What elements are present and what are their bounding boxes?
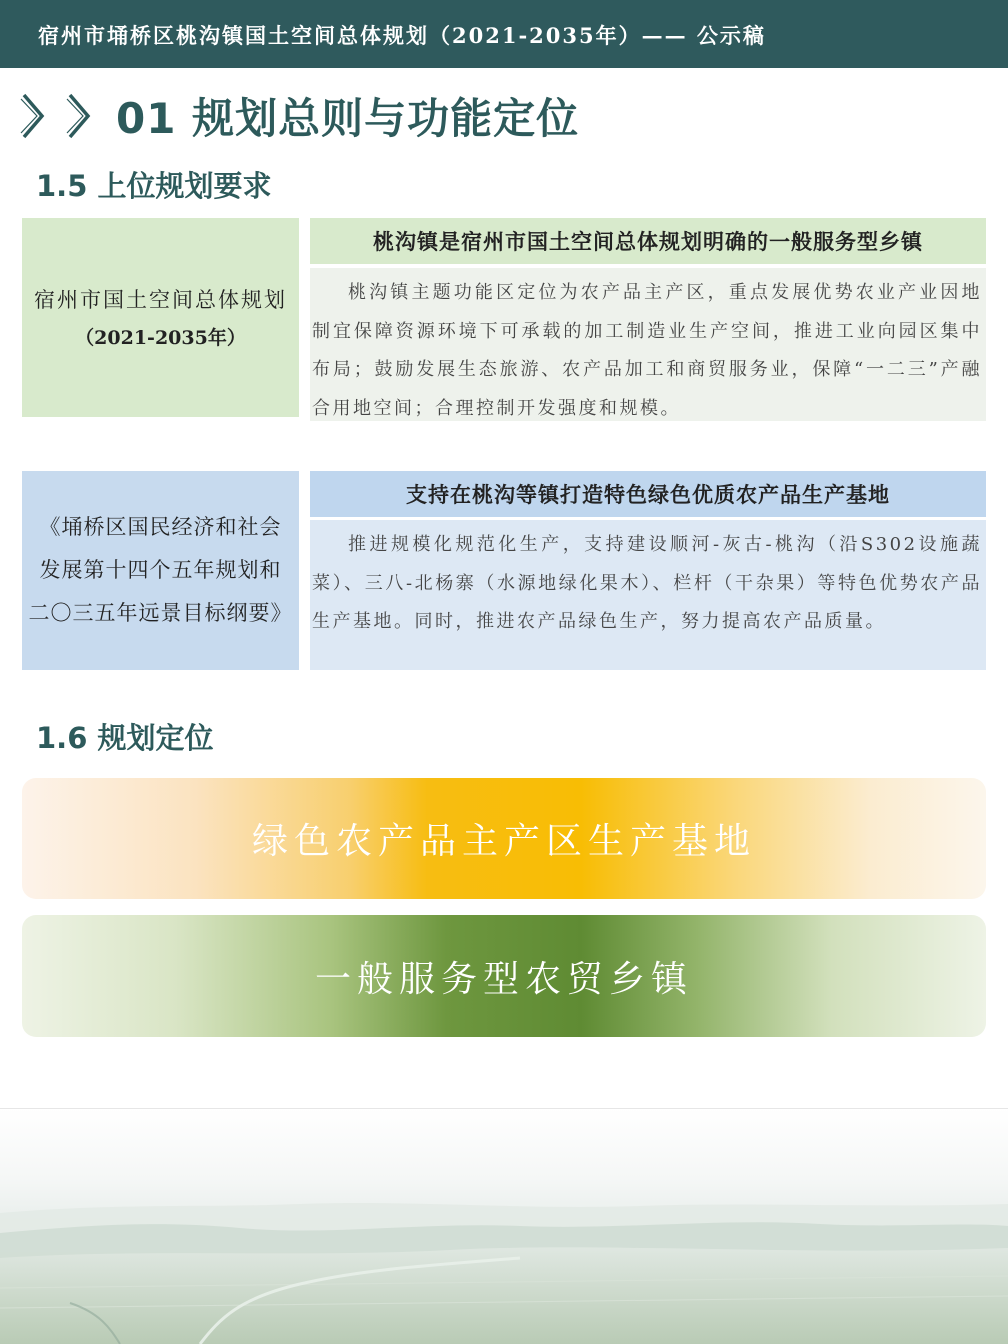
document-title: 宿州市埇桥区桃沟镇国土空间总体规划（2021-2035年）—— 公示稿 (38, 23, 766, 48)
plan-2-name-line-2: 发展第十四个五年规划和 (39, 558, 282, 582)
section-title: 01 规划总则与功能定位 (116, 94, 580, 143)
plan-2-body: 推进规模化规范化生产，支持建设顺河-灰古-桃沟（沿S302设施蔬菜）、三八-北杨寨（水源地绿化果木）、栏杆（干杂果）等特色优势农产品生产基地。同时，推进农产品绿色生产，努力提高农产品质量。 (310, 520, 986, 670)
plan-1-name: 宿州市国土空间总体规划 (34, 287, 287, 312)
double-chevron-right-icon (20, 86, 112, 146)
plan-2-name-panel (22, 471, 299, 670)
subsection-title-positioning: 1.6 规划定位 (36, 721, 214, 755)
plan-1-body: 桃沟镇主题功能区定位为农产品主产区，重点发展优势农业产业因地制宜保障资源环境下可承载的加工制造业生产空间，推进工业向园区集中布局；鼓励发展生态旅游、农产品加工和商贸服务业，保障“一二三”产融合用地空间；合理控制开发强度和规模。 (310, 268, 986, 421)
positioning-secondary-text: 一般服务型农贸乡镇 (314, 958, 693, 1000)
positioning-secondary-banner (22, 915, 986, 1037)
plan-2-name-line-1: 《埇桥区国民经济和社会 (39, 515, 282, 539)
plan-1-period: （2021-2035年） (75, 326, 246, 349)
landscape-illustration (0, 1108, 1008, 1344)
header-bar (0, 0, 1008, 68)
plan-2-name-line-3: 二〇三五年远景目标纲要》 (28, 601, 293, 625)
subsection-title-upper-plans: 1.5 上位规划要求 (36, 169, 272, 203)
section-heading (20, 86, 579, 146)
chevron-right-icon (20, 91, 48, 141)
plan-1-name-panel (22, 218, 299, 417)
landscape-background-image (0, 1108, 1008, 1344)
positioning-primary-banner (22, 778, 986, 899)
positioning-primary-text: 绿色农产品主产区生产基地 (251, 821, 756, 862)
chevron-right-icon (66, 91, 94, 141)
plan-1-headline: 桃沟镇是宿州市国土空间总体规划明确的一般服务型乡镇 (310, 218, 986, 264)
plan-2-headline: 支持在桃沟等镇打造特色绿色优质农产品生产基地 (310, 471, 986, 517)
